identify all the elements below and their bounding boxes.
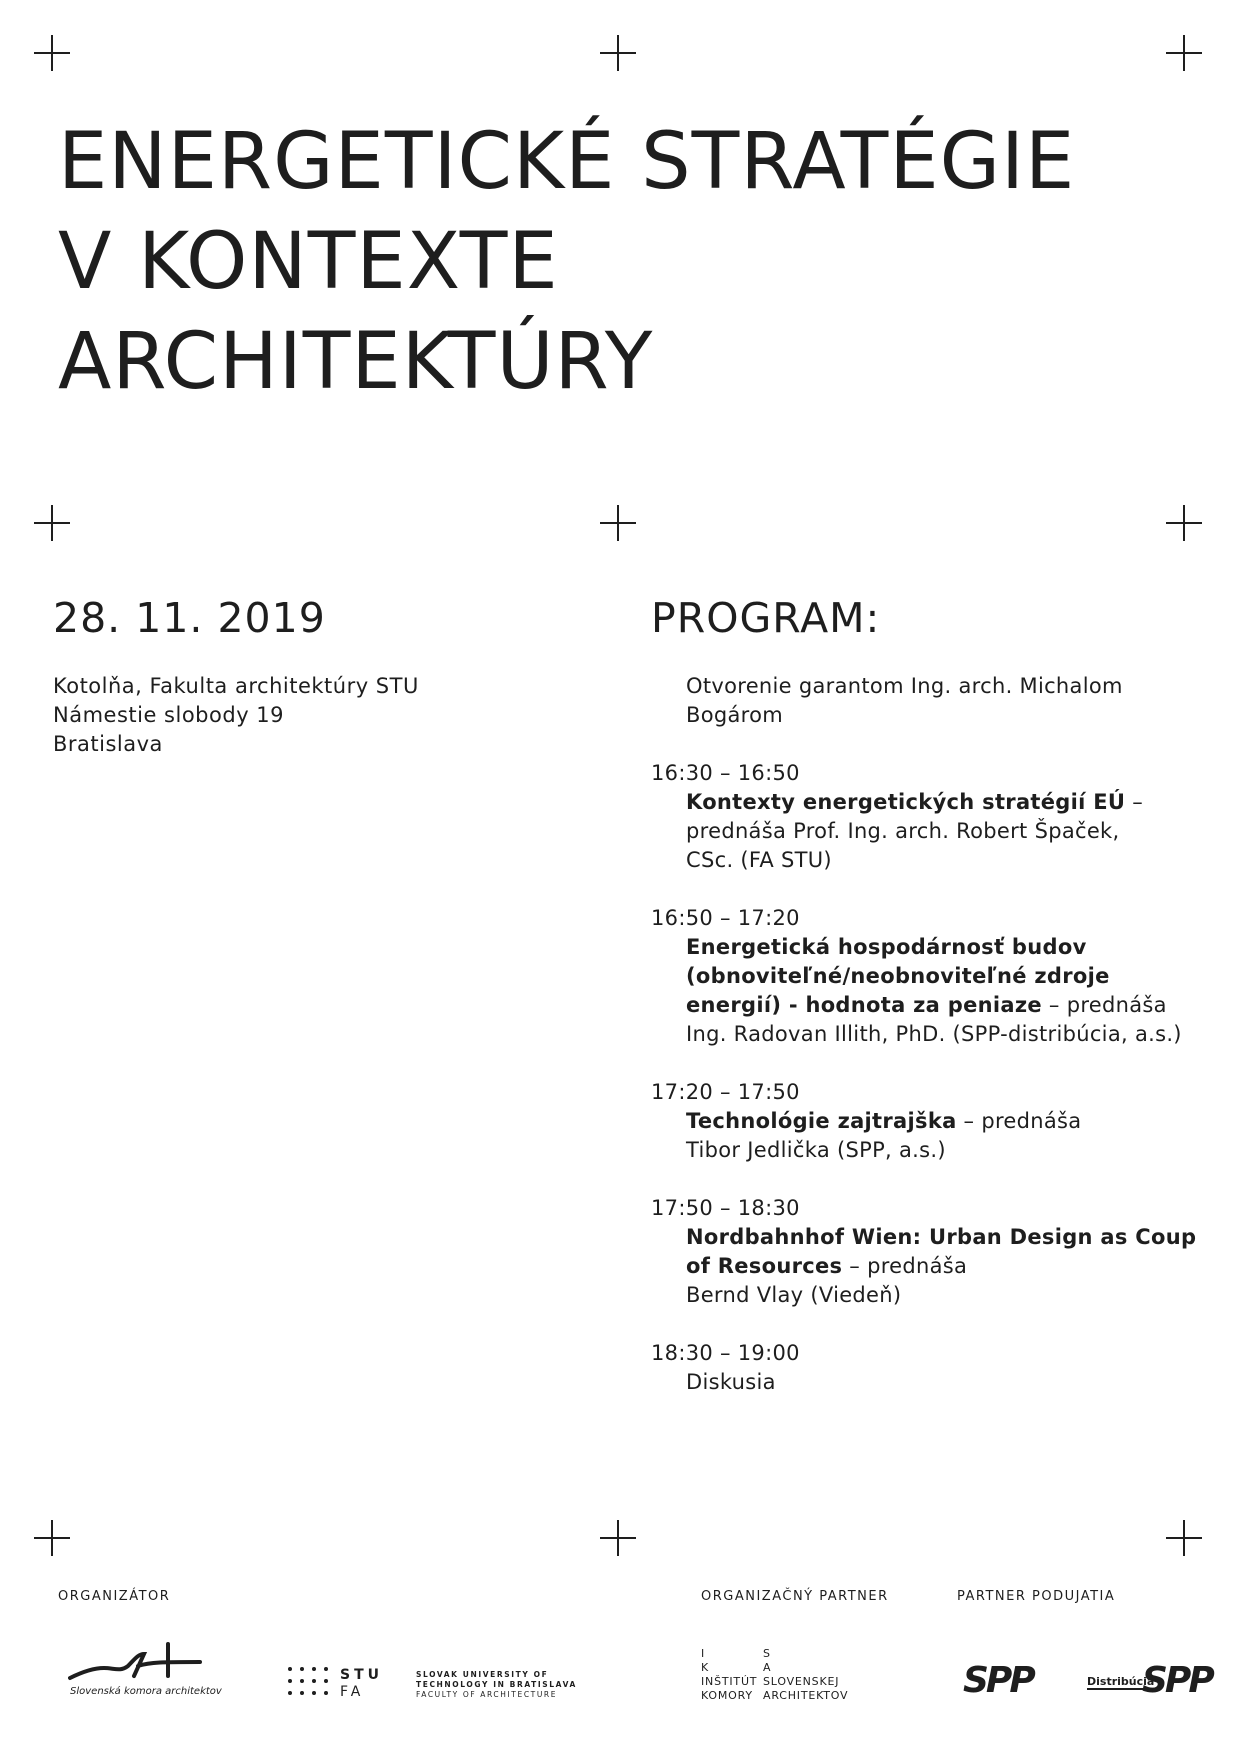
program-line — [686, 1020, 1211, 1049]
program-line — [686, 1136, 1211, 1165]
program-item — [651, 1078, 1211, 1165]
crop-mark-icon — [34, 505, 70, 541]
stu-full-name — [416, 1670, 577, 1700]
program-text: Otvorenie garantom Ing. arch. Michalom — [686, 674, 1123, 698]
crop-mark-icon — [34, 1520, 70, 1556]
title-line: ENERGETICKÉ STRATÉGIE — [58, 117, 1076, 207]
program-description — [651, 788, 1211, 875]
ska-logo-icon — [68, 1638, 208, 1684]
event-partner-label: PARTNER PODUJATIA — [957, 1589, 1116, 1604]
program-line — [686, 933, 1211, 962]
program-item — [651, 1339, 1211, 1397]
program-line — [686, 817, 1211, 846]
iksa-text: SLOVENSKEJ — [763, 1675, 840, 1688]
program-text: Diskusia — [686, 1370, 776, 1394]
program-heading: PROGRAM: — [651, 594, 881, 642]
page-title — [58, 112, 1075, 412]
program-description — [651, 933, 1211, 1049]
spp-logo: SPP — [963, 1660, 1033, 1701]
program-text: Bernd Vlay (Viedeň) — [686, 1283, 902, 1307]
program-line — [686, 1223, 1211, 1252]
program-text: – — [1125, 790, 1144, 814]
program-text: Ing. Radovan Illith, PhD. (SPP-distribúcia, a.s.) — [686, 1022, 1182, 1046]
program-line — [686, 962, 1211, 991]
program-time: 17:50 – 18:30 — [651, 1196, 800, 1220]
program-text: Bogárom — [686, 703, 784, 727]
crop-mark-icon — [1166, 35, 1202, 71]
program-talk-title: Nordbahnhof Wien: Urban Design as Coup — [686, 1225, 1197, 1249]
iksa-text: KOMORY — [701, 1689, 753, 1702]
program-line — [686, 788, 1211, 817]
spp-distribucia-label: Distribúcia — [1087, 1675, 1155, 1688]
program-item — [651, 759, 1211, 875]
title-line: ARCHITEKTÚRY — [58, 317, 654, 407]
venue-line: Kotolňa, Fakulta architektúry STU — [53, 674, 419, 698]
venue-address — [53, 672, 419, 759]
ska-caption: Slovenská komora architektov — [70, 1686, 222, 1697]
program-line — [686, 1281, 1211, 1310]
program-item — [651, 904, 1211, 1049]
program-line — [686, 846, 1211, 875]
program-list — [651, 672, 1211, 1426]
iksa-logo-col2 — [763, 1647, 848, 1703]
program-line — [686, 1107, 1211, 1136]
program-talk-title: (obnoviteľné/neobnoviteľné zdroje — [686, 964, 1110, 988]
program-text: – prednáša — [842, 1254, 968, 1278]
program-time: 17:20 – 17:50 — [651, 1080, 800, 1104]
program-line — [686, 1368, 1211, 1397]
iksa-text: ARCHITEKTOV — [763, 1689, 849, 1702]
program-line — [686, 701, 1211, 730]
program-text: – prednáša — [1041, 993, 1167, 1017]
iksa-text: K — [701, 1661, 710, 1674]
program-item — [651, 1194, 1211, 1310]
crop-mark-icon — [600, 35, 636, 71]
event-date: 28. 11. 2019 — [53, 594, 326, 642]
program-description — [651, 672, 1211, 730]
stu-fa: FA — [340, 1684, 365, 1700]
stu-word: STU — [340, 1667, 384, 1683]
program-line — [686, 1252, 1211, 1281]
program-line — [686, 991, 1211, 1020]
program-talk-title: Technológie zajtrajška — [686, 1109, 957, 1133]
program-talk-title: Energetická hospodárnosť budov — [686, 935, 1087, 959]
crop-mark-icon — [1166, 505, 1202, 541]
program-talk-title: energií) - hodnota za peniaze — [686, 993, 1042, 1017]
spp-distribucia-logo: SPP — [1142, 1660, 1212, 1701]
venue-line: Bratislava — [53, 732, 163, 756]
program-item — [651, 672, 1211, 730]
program-text: prednáša Prof. Ing. arch. Robert Špaček, — [686, 819, 1120, 843]
venue-line: Námestie slobody 19 — [53, 703, 285, 727]
program-talk-title: Kontexty energetických stratégií EÚ — [686, 790, 1126, 814]
iksa-text: A — [763, 1661, 772, 1674]
organizing-partner-label: ORGANIZAČNÝ PARTNER — [701, 1589, 889, 1604]
program-time: 18:30 – 19:00 — [651, 1341, 800, 1365]
program-time: 16:50 – 17:20 — [651, 906, 800, 930]
program-line — [686, 672, 1211, 701]
stu-line: TECHNOLOGY IN BRATISLAVA — [416, 1680, 577, 1689]
crop-mark-icon — [600, 1520, 636, 1556]
iksa-text: I — [701, 1647, 706, 1660]
program-description — [651, 1223, 1211, 1310]
stu-line: FACULTY OF ARCHITECTURE — [416, 1690, 558, 1699]
program-text: CSc. (FA STU) — [686, 848, 832, 872]
stu-line: SLOVAK UNIVERSITY OF — [416, 1670, 549, 1679]
crop-mark-icon — [1166, 1520, 1202, 1556]
iksa-text: S — [763, 1647, 771, 1660]
stu-logo-text — [340, 1667, 383, 1701]
program-description — [651, 1107, 1211, 1165]
crop-mark-icon — [34, 35, 70, 71]
organizer-label: ORGANIZÁTOR — [58, 1589, 171, 1604]
title-line: V KONTEXTE — [58, 217, 559, 307]
program-talk-title: of Resources — [686, 1254, 843, 1278]
iksa-text: INŠTITÚT — [701, 1675, 758, 1688]
program-time: 16:30 – 16:50 — [651, 761, 800, 785]
program-text: Tibor Jedlička (SPP, a.s.) — [686, 1138, 946, 1162]
crop-mark-icon — [600, 505, 636, 541]
program-description — [651, 1368, 1211, 1397]
program-text: – prednáša — [956, 1109, 1082, 1133]
iksa-logo-col1 — [701, 1647, 757, 1703]
